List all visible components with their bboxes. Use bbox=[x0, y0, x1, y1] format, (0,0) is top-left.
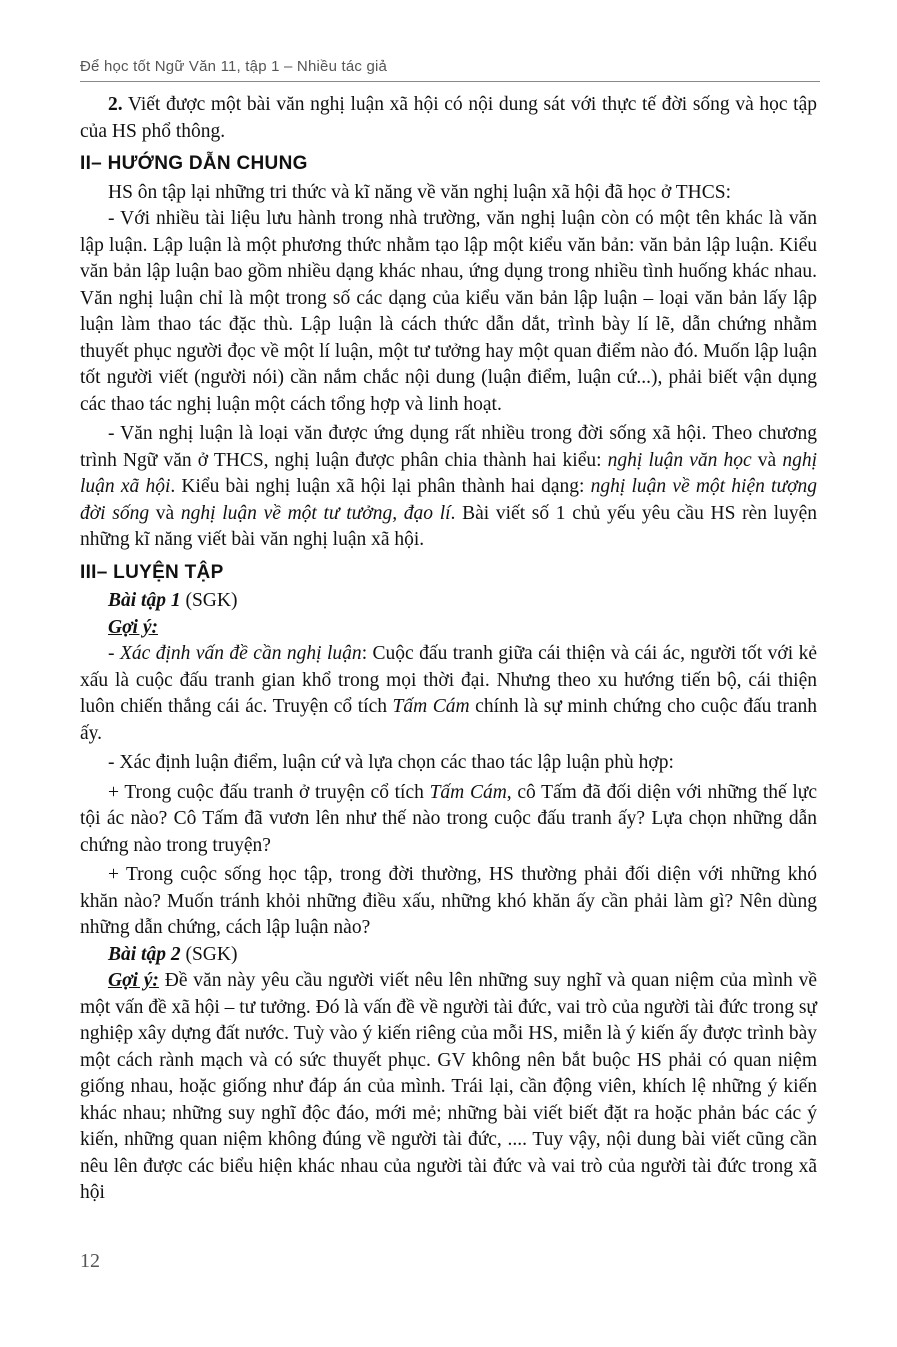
running-header: Để học tốt Ngữ Văn 11, tập 1 – Nhiều tác giả bbox=[80, 58, 388, 75]
exercise-1-subpoint-2: + Trong cuộc sống học tập, trong đời thường, HS thường phải đối diện với những khó khăn nào? Muốn tránh khỏi những điều xấu, những khó khăn ấy cần phải làm gì? Nên dùng những dẫn chứng, cách lập luận nào? bbox=[80, 864, 817, 938]
exercise-1-bullet-1 bbox=[80, 641, 817, 747]
page-number: 12 bbox=[80, 1250, 100, 1272]
exercise-1-hint-label: Gợi ý: bbox=[108, 616, 158, 638]
exercise-1-bullet-2: - Xác định luận điểm, luận cứ và lựa chọn các thao tác lập luận phù hợp: bbox=[108, 752, 674, 773]
point2-italic-1: nghị luận văn học bbox=[607, 449, 752, 471]
bullet-dash: - bbox=[108, 643, 120, 664]
exercise-2-hint bbox=[80, 968, 817, 1207]
exercise-2-source: (SGK) bbox=[180, 943, 238, 965]
point2-text-b: và bbox=[751, 449, 783, 471]
exercise-1-bullet-1-italic-2: Tấm Cám bbox=[392, 696, 470, 717]
exercise-1-title bbox=[80, 588, 817, 615]
subpoint-1-italic: Tấm Cám bbox=[429, 781, 507, 803]
point2-text-a: - Văn nghị luận là loại văn được ứng dụng rất nhiều trong đời sống xã hội. Theo chương trình Ngữ văn ở THCS, nghị luận được phân chia thành hai kiểu: bbox=[80, 423, 817, 471]
point2-text-d: và bbox=[149, 502, 181, 524]
exercise-1-source: (SGK) bbox=[180, 590, 238, 611]
point2-italic-2: nghị luận xã hội bbox=[80, 449, 817, 497]
section-heading-practice: III– LUYỆN TẬP bbox=[80, 561, 224, 583]
page-body bbox=[80, 92, 817, 1207]
header-divider bbox=[80, 81, 820, 82]
exercise-1-bullet-1-text-b: chính là sự minh chứng cho cuộc đấu tranh ấy. bbox=[80, 696, 817, 744]
exercise-1-bullet-1-text-a: : Cuộc đấu tranh giữa cái thiện và cái ác, người tốt với kẻ xấu là cuộc đấu tranh gian khổ trong mọi thời đại. Nhưng theo xu hướng tiến bộ, cái thiện luôn chiến thắng cái ác. Truyện cổ tích bbox=[80, 643, 818, 717]
intro-item-2 bbox=[80, 92, 817, 145]
exercise-2-label: Bài tập 2 bbox=[108, 943, 181, 965]
exercise-1-hint bbox=[80, 615, 817, 642]
exercise-2-hint-text: Đề văn này yêu cầu người viết nêu lên những suy nghĩ và quan niệm của mình về một vấn đề xã hội – tư tưởng. Đó là vấn đề về người tài đức, vai trò của người tài đức trong sự nghiệp xây dựng đất nước. Tuỳ vào ý kiến riêng của mỗi HS, miễn là ý kiến ấy được trình bày một cách rành mạch và có sức thuyết phục. GV không nên bắt buộc HS phải có quan niệm giống nhau, hoặc giống như đáp án của mình. Trái lại, cần động viên, khích lệ những ý kiến khác nhau; những suy nghĩ độc đáo, mới mẻ; những bài viết biết đặt ra hoặc phản bác các ý kiến, những quan niệm không đúng về người tài đức, .... Tuy vậy, nội dung bài viết cũng cần nêu lên được các biểu hiện khác nhau của người tài đức và vai trò của người tài đức trong xã hội bbox=[80, 970, 817, 1203]
section2-point-2 bbox=[80, 421, 817, 554]
point2-italic-3: nghị luận về một hiện tượng đời sống bbox=[80, 476, 817, 524]
point2-text-c: . Kiểu bài nghị luận xã hội lại phân thành hai dạng: bbox=[170, 476, 591, 497]
point2-text-e: . Bài viết số 1 chủ yếu yêu cầu HS rèn luyện những kĩ năng viết bài văn nghị luận xã hội. bbox=[80, 502, 818, 550]
exercise-1-bullet-1-italic: Xác định vấn đề cần nghị luận bbox=[119, 643, 362, 664]
exercise-1-subpoint-1 bbox=[80, 780, 817, 860]
section2-point-1: - Với nhiều tài liệu lưu hành trong nhà trường, văn nghị luận còn có một tên khác là văn lập luận. Lập luận là một phương thức nhằm tạo lập một kiểu văn bản: văn bản lập luận. Kiểu văn bản lập luận bao gồm nhiều dạng khác nhau, ứng dụng trong nhiều tình huống khác nhau. Văn nghị luận chỉ là một trong số các dạng của kiểu văn bản lập luận – loại văn bản lấy lập luận làm thao tác đặc thù. Lập luận là cách thức dẫn dắt, trình bày lí lẽ, dẫn chứng nhằm thuyết phục người đọc về một lí luận, một tư tưởng hay một quan điểm nào đó. Muốn lập luận tốt người viết (người nói) cần nắm chắc nội dung (luận điểm, luận cứ...), phải biết vận dụng các thao tác nghị luận một cách tổng hợp và linh hoạt. bbox=[80, 208, 817, 415]
point2-italic-4: nghị luận về một tư tưởng, đạo lí bbox=[180, 502, 451, 524]
exercise-2-title bbox=[80, 942, 817, 969]
subpoint-1-text-b: , cô Tấm đã đối diện với những thế lực tội ác nào? Cô Tấm đã vươn lên như thế nào trong cuộc đấu tranh ấy? Lựa chọn những dẫn chứng nào trong truyện? bbox=[80, 781, 817, 856]
section2-lead: HS ôn tập lại những tri thức và kĩ năng về văn nghị luận xã hội đã học ở THCS: bbox=[108, 181, 732, 203]
exercise-1-label: Bài tập 1 bbox=[108, 590, 181, 611]
intro-item-number: 2. bbox=[108, 94, 123, 115]
subpoint-1-text-a: + Trong cuộc đấu tranh ở truyện cổ tích bbox=[108, 781, 430, 803]
exercise-2-hint-label: Gợi ý: bbox=[108, 970, 159, 991]
intro-item-text: Viết được một bài văn nghị luận xã hội có nội dung sát với thực tế đời sống và học tập của HS phổ thông. bbox=[80, 94, 817, 142]
section-heading-general-guide: II– HƯỚNG DẪN CHUNG bbox=[80, 153, 308, 174]
